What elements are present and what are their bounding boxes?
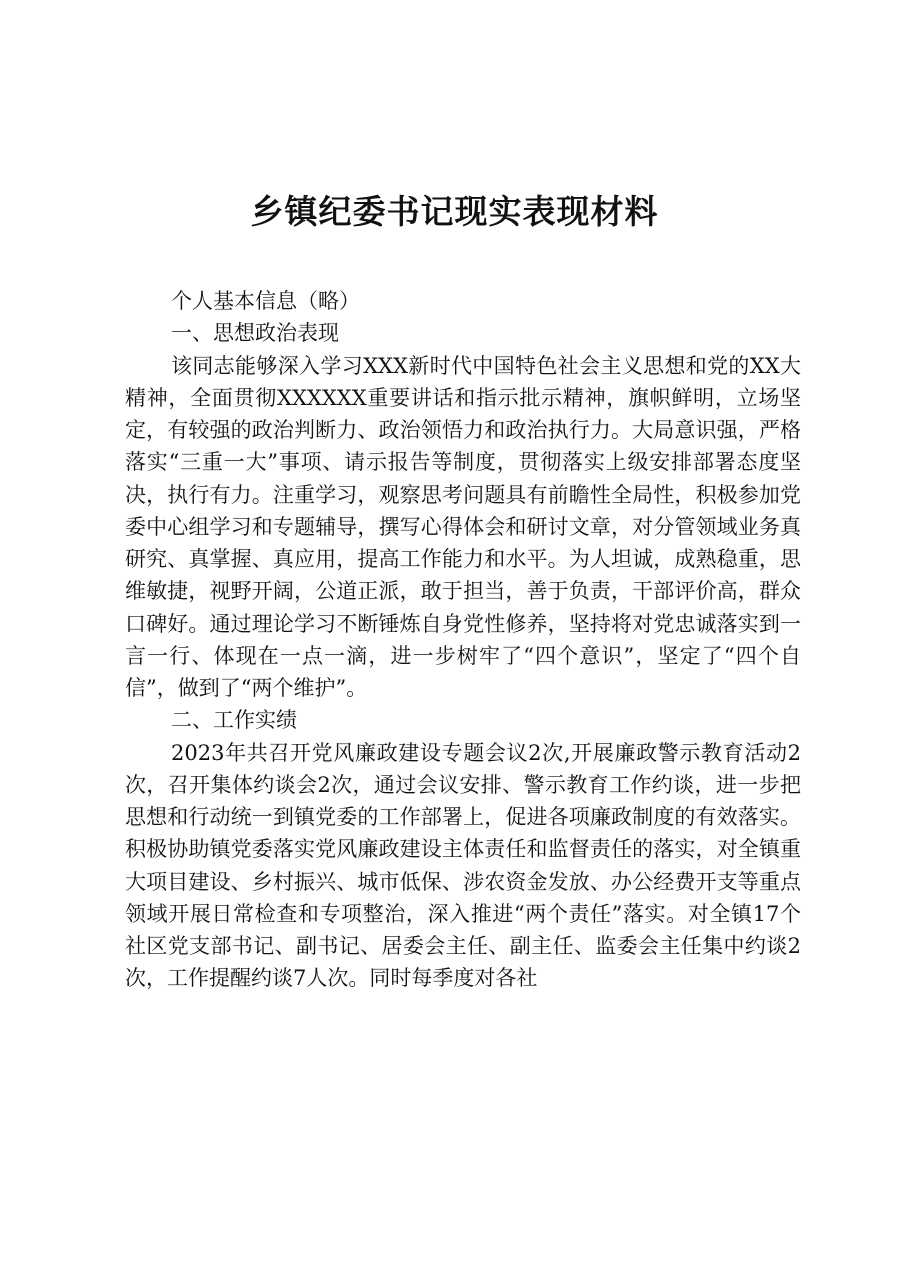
paragraph-work-achievements: 2023年共召开党风廉政建设专题会议2次,开展廉政警示教育活动2次，召开集体约谈会2次，通过会议安排、警示教育工作约谈，进一步把思想和行动统一到镇党委的工作部署上，促进各项廉政制度的有效落实。积极协助镇党委落实党风廉政建设主体责任和监督责任的落实，对全镇重大项目建设、乡村振兴、城市低保、涉农资金发放、办公经费开支等重点领域开展日常检查和专项整治，深入推进“两个责任”落实。对全镇17个社区党支部书记、副书记、居委会主任、副主任、监委会主任集中约谈2次，工作提醒约谈7人次。同时每季度对各社: [125, 740, 801, 991]
paragraph-political-performance: 该同志能够深入学习XXX新时代中国特色社会主义思想和党的XX大精神，全面贯彻XXXXXX重要讲话和指示批示精神，旗帜鲜明，立场坚定，有较强的政治判断力、政治领悟力和政治执行力。大局意识强，严格落实“三重一大”事项、请示报告等制度，贯彻落实上级安排部署态度坚决，执行有力。注重学习，观察思考问题具有前瞻性全局性，积极参加党委中心组学习和专题辅导，撰写心得体会和研讨文章，对分管领域业务真研究、真掌握、真应用，提高工作能力和水平。为人坦诚，成熟稳重，思维敏捷，视野开阔，公道正派，敢于担当，善于负责，干部评价高，群众口碑好。通过理论学习不断锤炼自身党性修养，坚持将对党忠诚落实到一言一行、体现在一点一滴，进一步树牢了“四个意识”，坚定了“四个自信”，做到了“两个维护”。: [125, 353, 801, 700]
document-title: 乡镇纪委书记现实表现材料: [250, 192, 659, 231]
document-body: [125, 285, 801, 995]
section-heading-political: 一、思想政治表现: [171, 321, 339, 346]
basic-info-line: 个人基本信息（略）: [171, 289, 360, 313]
section-heading-achievements: 二、工作实绩: [171, 708, 297, 733]
